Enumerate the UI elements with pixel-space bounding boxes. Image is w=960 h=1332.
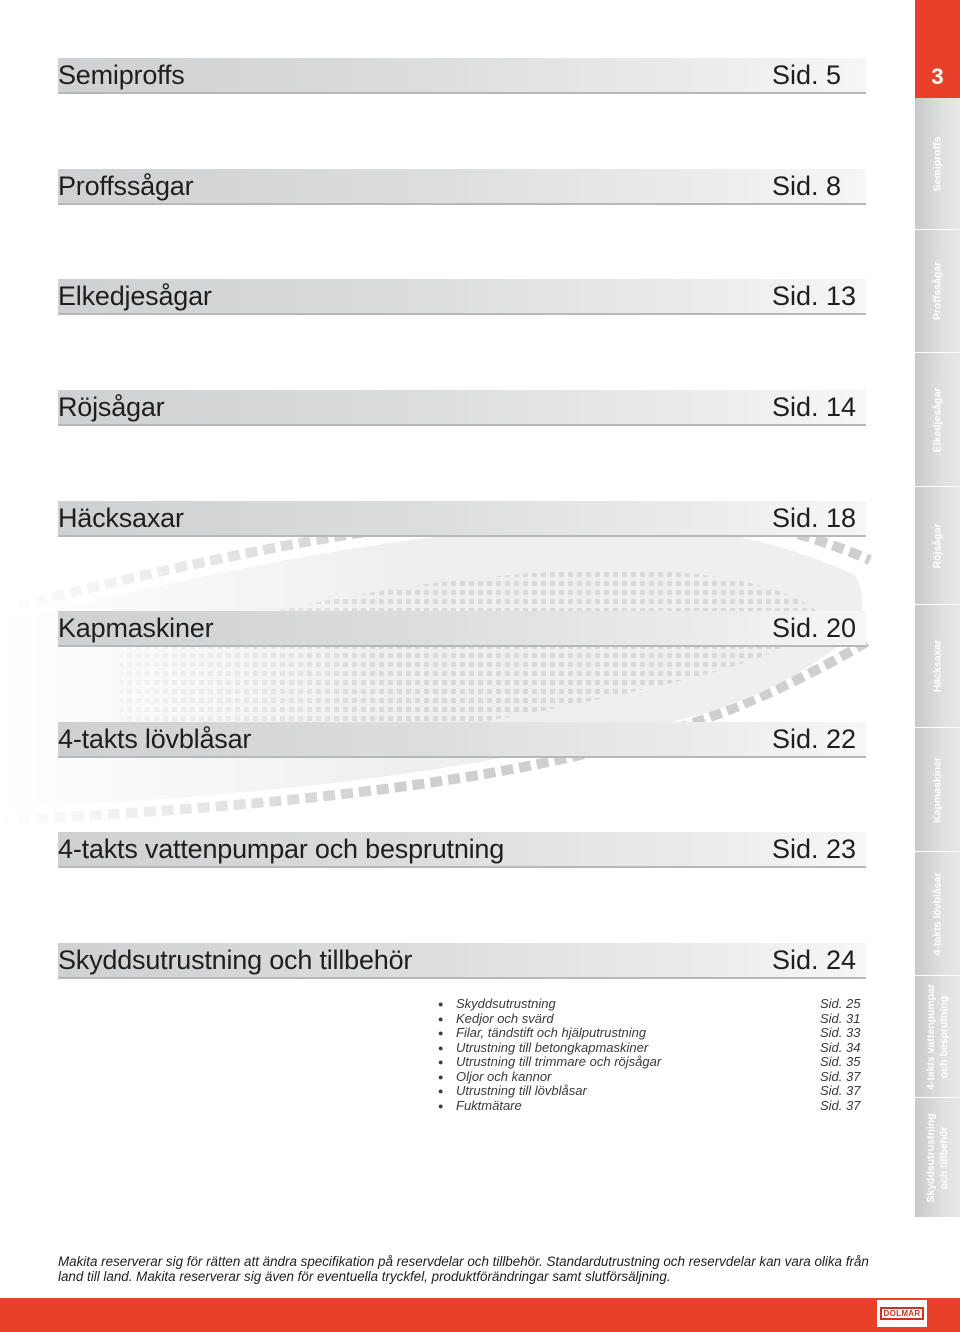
toc-row-rojsagar[interactable]	[58, 390, 866, 424]
tab-label	[931, 262, 944, 320]
list-item[interactable]	[438, 997, 868, 1012]
list-item[interactable]	[438, 1012, 868, 1027]
chainsaw-bar-illustration	[0, 490, 880, 850]
bullet-icon: ●	[438, 1057, 444, 1067]
toc-row-vattenpumpar[interactable]	[58, 832, 866, 866]
tab-label-line: och tillbehör	[937, 1126, 950, 1190]
bullet-icon: ●	[438, 1071, 444, 1082]
list-item-page: Sid. 34	[820, 1039, 861, 1055]
toc-title: 4-takts vattenpumpar och besprutning	[58, 834, 505, 864]
tab-label-line: 4-takts vattenpumpar	[924, 983, 937, 1090]
toc-row-underline	[58, 92, 866, 94]
tab-semiproffs[interactable]	[915, 98, 960, 230]
list-item[interactable]	[438, 1055, 868, 1070]
toc-title: Skyddsutrustning och tillbehör	[58, 945, 413, 975]
tab-label-line: Semiproffs	[931, 136, 943, 191]
tab-skyddsutrustning[interactable]	[915, 1098, 960, 1218]
footer-bar	[0, 1298, 960, 1332]
toc-page-number: Sid. 22	[772, 724, 857, 754]
tab-label-line: Elkedjesågar	[931, 387, 943, 452]
toc-row-kapmaskiner[interactable]	[58, 611, 866, 645]
list-item-page: Sid. 25	[820, 996, 861, 1011]
toc-title: Elkedjesågar	[58, 281, 212, 311]
list-item[interactable]	[438, 1084, 868, 1099]
list-item-page: Sid. 35	[820, 1054, 861, 1069]
list-item[interactable]	[438, 1070, 868, 1085]
toc-row-background	[58, 390, 866, 424]
bullet-icon: ●	[438, 1086, 444, 1096]
dolmar-logo	[877, 1300, 927, 1327]
toc-row-proffssagar[interactable]	[58, 169, 866, 203]
tab-label	[931, 136, 944, 191]
toc-row-hacksaxar[interactable]	[58, 501, 866, 535]
toc-page-number: Sid. 24	[772, 945, 857, 975]
toc-row-semiproffs[interactable]	[58, 58, 866, 92]
toc-row-skyddsutrustning[interactable]	[58, 943, 866, 977]
list-item-label: Utrustning till trimmare och röjsågar	[456, 1054, 662, 1069]
tab-label-line: Proffssågar	[931, 261, 943, 321]
toc-row-underline	[58, 866, 866, 868]
tab-label-line: Häcksaxar	[931, 639, 943, 693]
list-item-page: Sid. 33	[820, 1025, 861, 1040]
tab-label-line: Skyddsutrustning	[924, 1112, 937, 1203]
tab-label-line: Röjsågar	[931, 523, 943, 568]
toc-page-number: Sid. 18	[772, 503, 857, 533]
tab-label	[931, 387, 944, 452]
tab-label-line: 4-takts lövblåsar	[931, 872, 943, 955]
toc-row-underline	[58, 424, 866, 426]
list-item-label: Oljor och kannor	[456, 1068, 552, 1084]
dolmar-logo-text: DOLMAR	[880, 1307, 924, 1320]
tab-rojsagar[interactable]	[915, 487, 960, 605]
bullet-icon: ●	[438, 999, 444, 1009]
toc-row-elkedjesagar[interactable]	[58, 279, 866, 313]
tab-lovblasar[interactable]	[915, 852, 960, 976]
list-item-label: Filar, tändstift och hjälputrustning	[456, 1025, 647, 1040]
toc-page-number: Sid. 20	[772, 613, 857, 643]
toc-title: Kapmaskiner	[58, 613, 214, 643]
bullet-icon: ●	[438, 1013, 444, 1024]
list-item[interactable]	[438, 1041, 868, 1056]
list-item-page: Sid. 37	[820, 1097, 861, 1113]
tab-label	[925, 1113, 951, 1202]
toc-row-underline	[58, 645, 866, 647]
toc-title: Häcksaxar	[58, 503, 184, 533]
toc-row-underline	[58, 203, 866, 205]
list-item-label: Fuktmätare	[456, 1097, 522, 1113]
toc-title: Röjsågar	[58, 392, 165, 422]
list-item-label: Utrustning till lövblåsar	[456, 1083, 587, 1098]
tab-hacksaxar[interactable]	[915, 605, 960, 728]
toc-row-underline	[58, 977, 866, 979]
toc-title: 4-takts lövblåsar	[58, 724, 252, 754]
toc-title: Semiproffs	[58, 60, 185, 90]
tab-kapmaskiner[interactable]	[915, 728, 960, 852]
toc-row-lovblasar[interactable]	[58, 722, 866, 756]
accessories-sub-list	[438, 997, 868, 1113]
bullet-icon: ●	[438, 1028, 444, 1038]
list-item[interactable]	[438, 1099, 868, 1114]
toc-row-underline	[58, 535, 866, 537]
tab-label	[931, 872, 944, 955]
section-tab-strip	[915, 0, 960, 1218]
page-number-tab: 3	[915, 0, 960, 98]
tab-vattenpumpar[interactable]	[915, 976, 960, 1098]
toc-row-underline	[58, 313, 866, 315]
toc-title: Proffssågar	[58, 171, 194, 201]
toc-row-underline	[58, 756, 866, 758]
bullet-icon: ●	[438, 1042, 444, 1053]
list-item[interactable]	[438, 1026, 868, 1041]
toc-page-number: Sid. 14	[772, 392, 857, 422]
disclaimer-text: Makita reserverar sig för rätten att ändra specifikation på reservdelar och tillbehör. Standardutrustning och reservdelar kan vara olika från land till land. Makita reserverar sig även för eventuella tryckfel, produktförändringar samt slutförsäljning.	[58, 1254, 869, 1284]
toc-page-number: Sid. 13	[772, 281, 857, 311]
tab-label	[925, 983, 951, 1089]
tab-label	[931, 757, 944, 823]
tab-elkedjesagar[interactable]	[915, 353, 960, 487]
list-item-page: Sid. 37	[820, 1083, 861, 1098]
list-item-label: Utrustning till betongkapmaskiner	[456, 1039, 649, 1055]
toc-page-number: Sid. 5	[772, 60, 842, 90]
tab-label	[931, 640, 944, 693]
toc-page-number: Sid. 23	[772, 834, 857, 864]
list-item-page: Sid. 31	[820, 1010, 861, 1026]
toc-page-number: Sid. 8	[772, 171, 842, 201]
list-item-page: Sid. 37	[820, 1068, 861, 1084]
tab-label	[931, 523, 944, 568]
list-item-label: Kedjor och svärd	[456, 1010, 554, 1026]
tab-label-line: och besprutning	[937, 995, 950, 1078]
tab-proffssagar[interactable]	[915, 230, 960, 353]
tab-label-line: Kapmaskiner	[931, 756, 943, 823]
bullet-icon: ●	[438, 1100, 444, 1111]
list-item-label: Skyddsutrustning	[456, 996, 556, 1011]
